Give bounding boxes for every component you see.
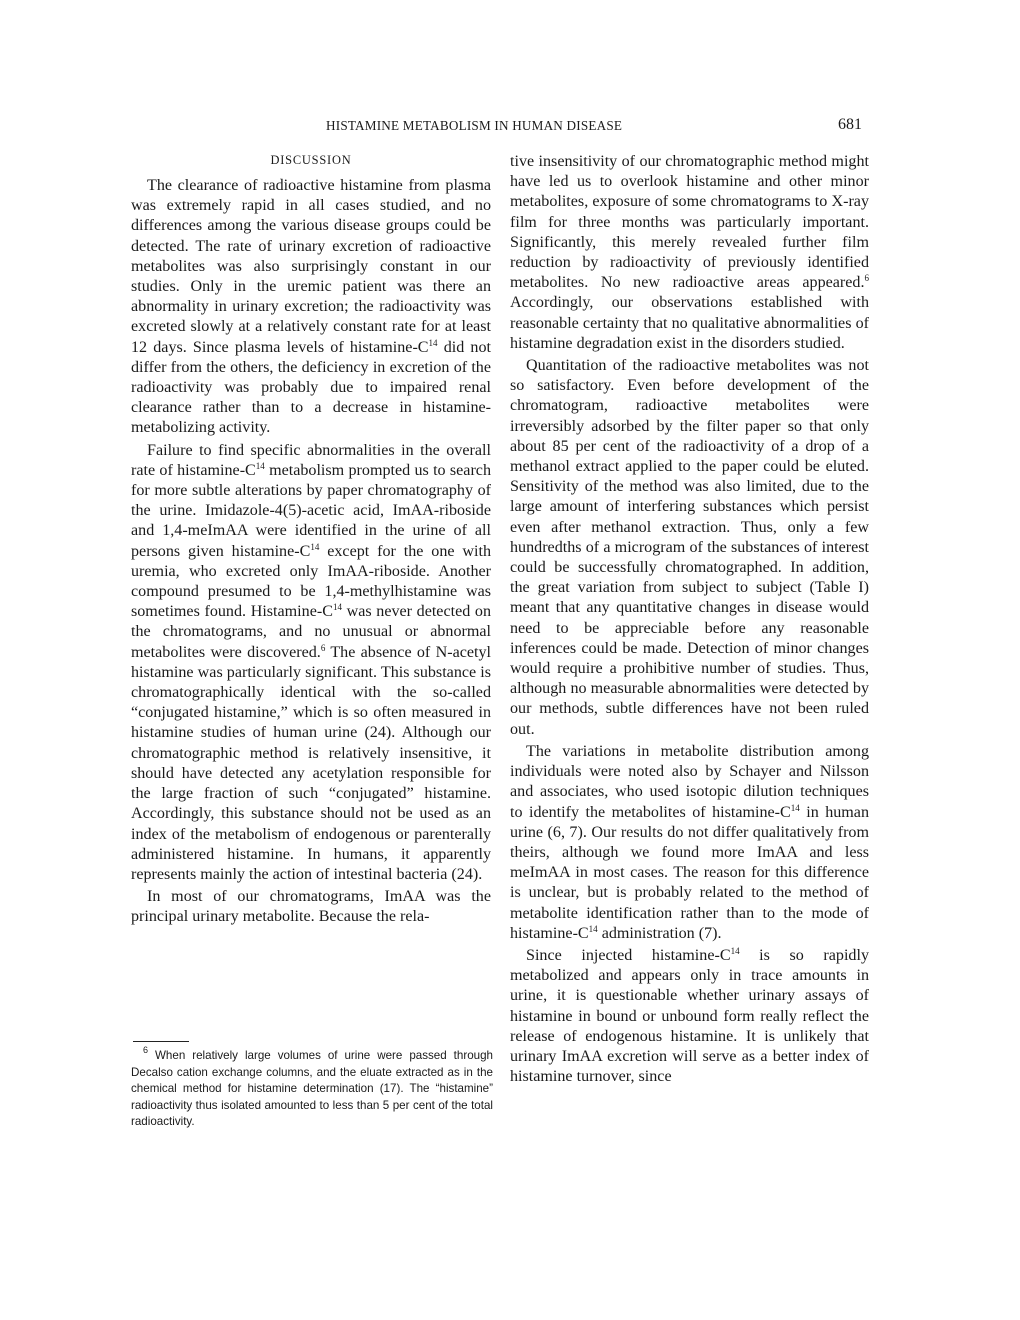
- text-run: The clearance of radioactive histamine from plasma was extremely rapid in all cases studied, and no differences among the various disease groups could be detected. The rate of urinary excretion of radioactive metabolites was also surprisingly constant in our studies. Only in the uremic patient was there an abnormality in urinary excretion; the radioactivity was excreted slowly at a relatively constant rate for at least 12 days. Since plasma levels of histamine-C: [131, 177, 491, 356]
- footnote-text: When relatively large volumes of urine were passed through Decalso cation exchange columns, and the eluate extracted as in the chemical method for histamine determination (17). The “histamine” radioactivity thus isolated amounted to less than 5 per cent of the total radioactivity.: [131, 1049, 493, 1129]
- text-run: Failure to find specific abnormalities in the overall rate of histamine-C: [131, 441, 491, 479]
- paragraph: [510, 742, 869, 944]
- paragraph: [510, 946, 869, 1087]
- text-run: Accordingly, our observations established with reasonable certainty that no qualitative abnormalities of histamine degradation exist in the disorders studied.: [510, 294, 869, 352]
- footnote-reference[interactable]: 6: [320, 642, 326, 653]
- text-run: metabolism prompted us to search for more subtle alterations by paper chromatography of the urine. Imidazole-4(5)-acetic acid, ImAA-riboside and 1,4-meImAA were identified in the urine of all persons given histamine-C: [131, 461, 491, 560]
- text-run: administration (7).: [597, 924, 722, 942]
- text-run: is so rapidly metabolized and appears only in trace amounts in urine, it is questionable whether urinary assays of histamine in bound or unbound form really reflect the release of endogenous histamine. It is unlikely that urinary ImAA excretion will serve as a better index of histamine turnover, since: [510, 946, 869, 1086]
- left-column: [131, 152, 491, 930]
- paragraph: [131, 176, 491, 439]
- text-run: The variations in metabolite distribution among individuals were noted also by Schayer and Nilsson and associates, who used isotopic dilution techniques to identify the metabolites of histamine-C: [510, 742, 869, 821]
- paragraph: [510, 152, 869, 354]
- text-run: in human urine (6, 7). Our results do not differ qualitatively from theirs, although we found more ImAA and less meImAA in most cases. The reason for this difference is unclear, but is probably related to the method of metabolite identification rather than to the mode of histamine-C: [510, 803, 869, 942]
- paragraph: [131, 441, 491, 885]
- superscript: 14: [588, 923, 598, 934]
- superscript: 14: [310, 541, 320, 552]
- text-run: The absence of N-acetyl histamine was particularly significant. This substance is chromatographically identical with the so-called “conjugated histamine,” which is so often measured in histamine studies of human urine (24). Although our chromatographic method is relatively insensitive, it should have detected any acetylation responsible for the large fraction of such “conjugated” histamine. Accordingly, this substance should not be used as an index of the metabolism of endogenous or parenterally administered histamine. In humans, it apparently represents mainly the action of intestinal bacteria (24).: [131, 643, 491, 883]
- superscript: 14: [790, 802, 800, 813]
- superscript: 14: [428, 337, 438, 348]
- text-run: tive insensitivity of our chromatographic method might have led us to overlook histamine and other minor metabolites, exposure of some chromatograms to X-ray film for three months was particularly important. Significantly, this merely revealed further film reduction by radioactivity of previously identified metabolites. No new radioactive areas appeared.: [510, 153, 869, 292]
- footnote-reference[interactable]: 6: [864, 273, 869, 284]
- superscript: 14: [332, 602, 342, 613]
- footnote-marker: 6: [143, 1045, 149, 1055]
- text-run: Since injected histamine-C: [526, 946, 731, 964]
- right-column: [510, 152, 869, 1089]
- section-heading: DISCUSSION: [270, 153, 352, 167]
- paragraph: Quantitation of the radioactive metabolites was not so satisfactory. Even before development of the chromatogram, radioactive metabolites were irreversibly adsorbed by the filter paper so that only about 85 per cent of the radioactivity of a drop of a methanol extract applied to the paper could be eluted. Sensitivity of the method was also limited, due to the large amount of interfering substances which persist even after methanol extraction. Thus, only a few hundredths of a microgram of the substances of interest could be successfully chromatographed. In addition, the great variation from subject to subject (Table I) meant that any quantitative changes in disease would need to be appreciable before any reasonable inferences could be made. Detection of minor changes would require a prohibitive number of studies. Thus, although no measurable abnormalities were detected by our methods, subtle differences have not been ruled out.: [510, 357, 869, 738]
- superscript: 14: [255, 460, 265, 471]
- running-title: HISTAMINE METABOLISM IN HUMAN DISEASE: [326, 118, 623, 133]
- text-run: except for the one with uremia, who excreted only ImAA-riboside. Another compound presumed to be 1,4-methylhistamine was sometimes found. Histamine-C: [131, 542, 492, 621]
- paragraph: In most of our chromatograms, ImAA was the principal urinary metabolite. Because the rela-: [131, 888, 491, 926]
- text-run: did not differ from the others, the deficiency in excretion of the radioactivity was probably due to impaired renal clearance rather than to a decrease in histamine-metabolizing activity.: [131, 338, 491, 437]
- footnote-divider: [133, 1041, 189, 1042]
- text-run: was never detected on the chromatograms, and no unusual or abnormal metabolites were discovered.: [131, 603, 491, 661]
- page-number: 681: [838, 116, 862, 133]
- superscript: 14: [730, 945, 740, 956]
- footnote: [131, 1045, 493, 1131]
